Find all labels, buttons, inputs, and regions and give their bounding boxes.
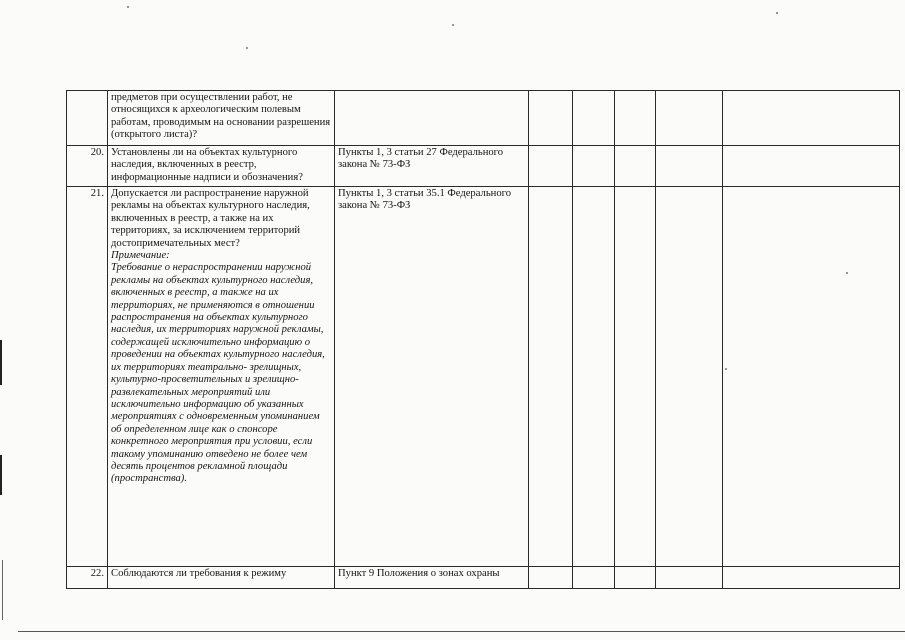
question-text: Установлены ли на объектах культурного наследия, включенных в реестр, информационные надписи и обозначения? (108, 146, 335, 187)
legal-reference: Пункты 1, 3 статьи 35.1 Федерального закона № 73-ФЗ (335, 187, 529, 567)
note-text: Требование о нераспространении наружной рекламы на объектах культурного наследия, включенных в реестр, а также на их территориях, не применяются в отношении распространения на объектах культурного наследия, их территориях наружной рекламы, содержащей исключительно информацию о проведении на объектах культурного наследия, их территориях театрально- зрелищных, культурно-просветительных и зрелищно-развлекательных мероприятий или исключительно информацию об указанных мероприятиях с одновременным упоминанием об определенном лице как о спонсоре конкретного мероприятия при условии, если такому упоминанию отведено не более чем десять процентов рекламной площади (пространства). (111, 262, 325, 485)
answer-cell (573, 91, 615, 146)
answer-cell (573, 146, 615, 187)
answer-cell (656, 187, 723, 567)
scan-speck (127, 6, 129, 8)
scan-edge-mark (2, 560, 3, 620)
question-text: Соблюдаются ли требования к режиму (108, 567, 335, 589)
scan-bottom-rule (18, 631, 905, 632)
row-number: 22. (67, 567, 108, 589)
table-row (67, 146, 900, 187)
note-label: Примечание: (111, 250, 170, 262)
answer-cell (615, 187, 656, 567)
table-row (67, 567, 900, 589)
scan-edge-mark (0, 455, 2, 495)
scan-speck (246, 47, 248, 49)
table-row (67, 91, 900, 146)
remarks-cell (723, 187, 900, 567)
question-text: предметов при осуществлении работ, не относящихся к археологическим полевым работам, проводимым на основании разрешения (открытого листа)? (108, 91, 335, 146)
row-number: 21. (67, 187, 108, 567)
remarks-cell (723, 146, 900, 187)
answer-cell (656, 567, 723, 589)
table-row (67, 187, 900, 567)
answer-cell (529, 91, 573, 146)
question-text: Допускается ли распространение наружной рекламы на объектах культурного наследия, включенных в реестр, а также на их территориях, за исключением территорий достопримечательных мест? (111, 188, 310, 249)
answer-cell (656, 91, 723, 146)
answer-cell (529, 146, 573, 187)
answer-cell (615, 567, 656, 589)
scan-speck (776, 12, 778, 14)
checklist-table (66, 90, 900, 589)
row-number (67, 91, 108, 146)
answer-cell (615, 91, 656, 146)
row-number: 20. (67, 146, 108, 187)
legal-reference (335, 91, 529, 146)
question-cell (108, 187, 335, 567)
answer-cell (615, 146, 656, 187)
answer-cell (529, 187, 573, 567)
remarks-cell (723, 567, 900, 589)
scan-edge-mark (0, 340, 2, 385)
remarks-cell (723, 91, 900, 146)
scan-speck (452, 24, 454, 26)
answer-cell (529, 567, 573, 589)
answer-cell (656, 146, 723, 187)
legal-reference: Пункт 9 Положения о зонах охраны (335, 567, 529, 589)
answer-cell (573, 567, 615, 589)
answer-cell (573, 187, 615, 567)
legal-reference: Пункты 1, 3 статьи 27 Федерального закона № 73-ФЗ (335, 146, 529, 187)
